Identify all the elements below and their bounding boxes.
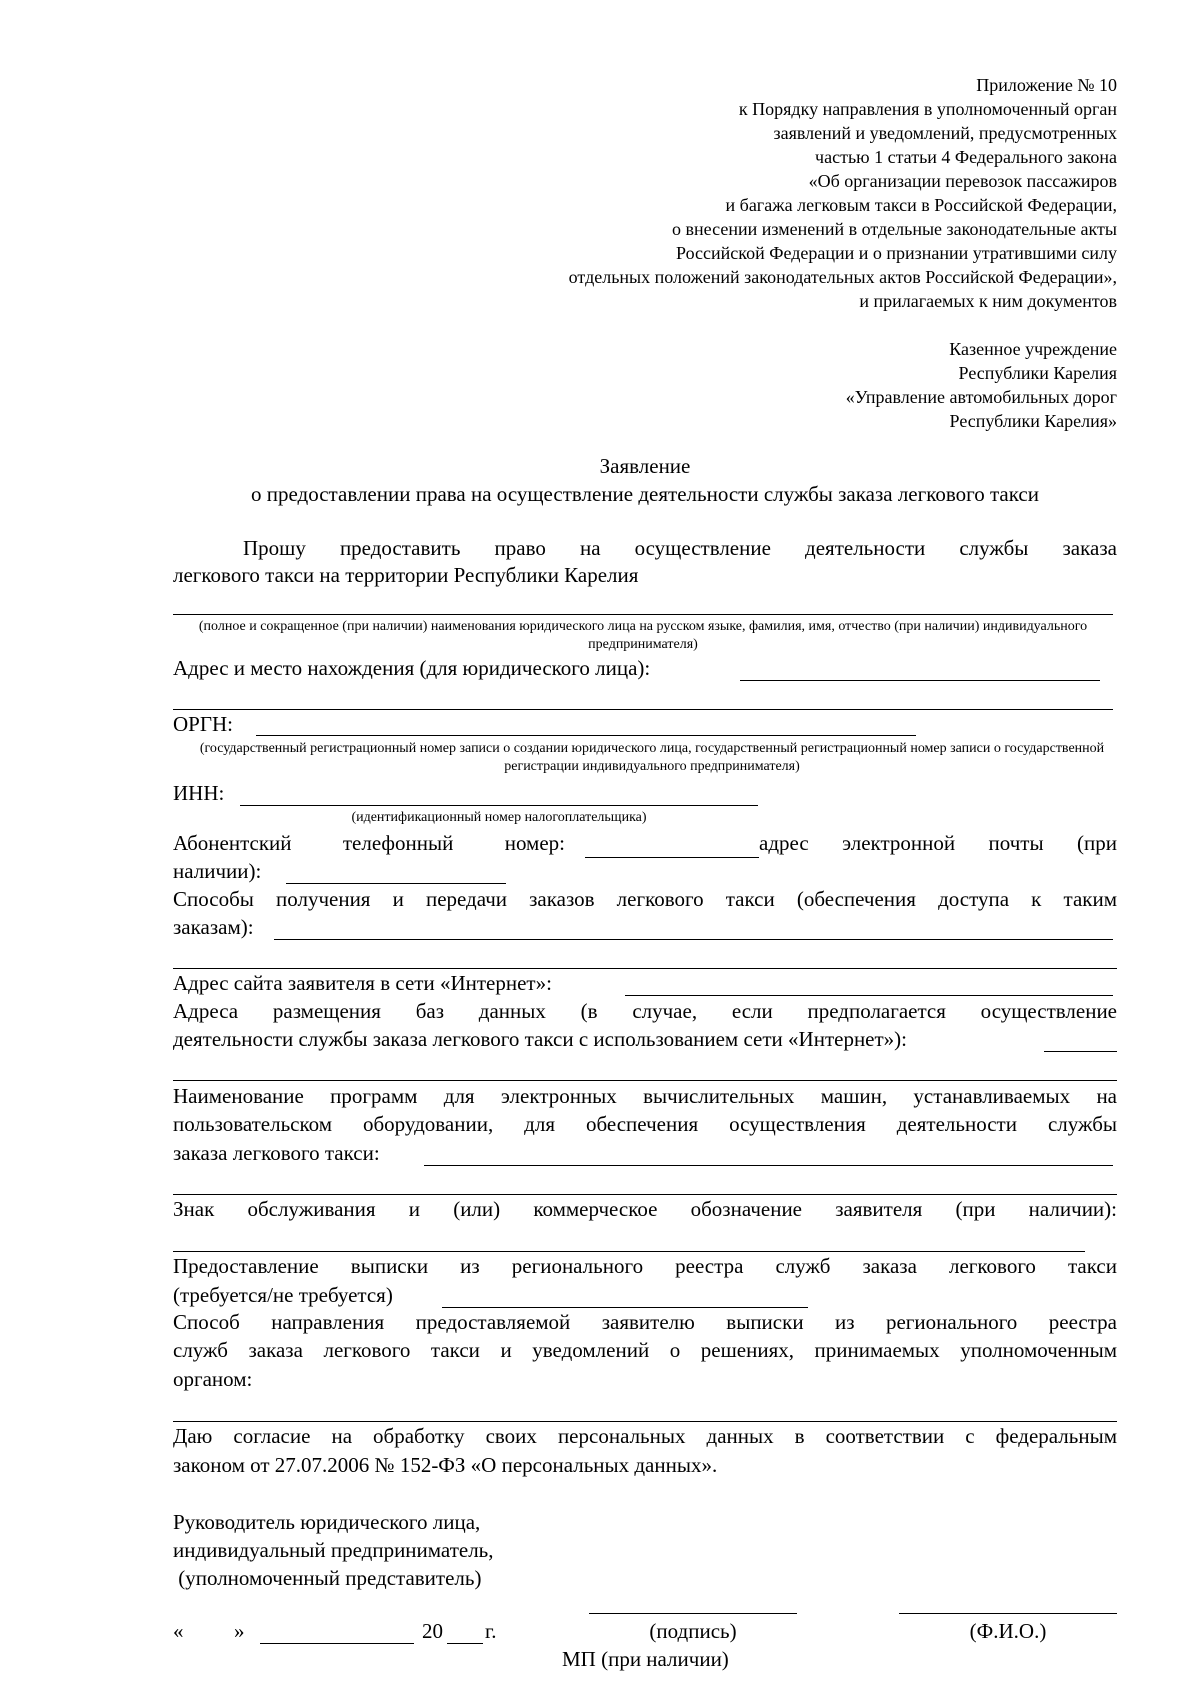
year-suffix: г.: [485, 1619, 497, 1643]
software-label: пользовательском оборудовании, для обеспечения осуществления деятельности службы: [173, 1112, 1117, 1136]
software-label: Наименование программ для электронных вычислительных машин, устанавливаемых на: [173, 1084, 1117, 1108]
intro-word: право: [494, 536, 546, 560]
databases-field-continuation[interactable]: [173, 1080, 1117, 1081]
ogrn-hint: (государственный регистрационный номер записи о создании юридического лица, государственный регистрационный номер записи о государственной регистрации индивидуального предпринимателя): [199, 741, 1105, 774]
intro-word: Прошу: [243, 536, 306, 560]
date-open-quote: «: [173, 1619, 184, 1643]
trademark-field[interactable]: [173, 1251, 1085, 1252]
signer-line: (уполномоченный представитель): [173, 1566, 482, 1590]
consent-text: законом от 27.07.2006 № 152-ФЗ «О персональных данных».: [173, 1453, 718, 1477]
ogrn-field[interactable]: [256, 735, 916, 736]
addressee-line: Казенное учреждение: [949, 339, 1117, 359]
extract-field[interactable]: [442, 1307, 808, 1308]
delivery-method-label: Способ направления предоставляемой заявителю выписки из регионального реестра: [173, 1310, 1117, 1334]
appendix-header-line: «Об организации перевозок пассажиров: [808, 171, 1117, 191]
phone-label-word: телефонный: [342, 831, 454, 855]
email-label-word: электронной: [842, 831, 956, 855]
databases-field[interactable]: [1044, 1051, 1117, 1052]
appendix-header-line: о внесении изменений в отдельные законодательные акты: [672, 219, 1117, 239]
signer-line: индивидуальный предприниматель,: [173, 1538, 494, 1562]
extract-label-continuation: (требуется/не требуется): [173, 1283, 393, 1307]
fio-label: (Ф.И.О.): [969, 1619, 1047, 1643]
intro-line: [243, 535, 1117, 562]
addressee-line: Республики Карелия: [958, 363, 1117, 383]
trademark-label: Знак обслуживания и (или) коммерческое обозначение заявителя (при наличии):: [173, 1197, 1117, 1221]
intro-word: службы: [959, 536, 1029, 560]
phone-label-word: Абонентский: [173, 831, 292, 855]
website-label: Адрес сайта заявителя в сети «Интернет»:: [173, 971, 552, 995]
inn-hint: (идентификационный номер налогоплательщика): [351, 810, 647, 825]
signature-label: (подпись): [649, 1619, 737, 1643]
software-field[interactable]: [424, 1165, 1113, 1166]
appendix-header-line: к Порядку направления в уполномоченный орган: [738, 99, 1117, 119]
email-label-word: адрес: [759, 831, 809, 855]
year-prefix: 20: [422, 1619, 443, 1643]
appendix-header-line: отдельных положений законодательных актов Российской Федерации»,: [568, 267, 1117, 287]
intro-word: предоставить: [339, 536, 461, 560]
delivery-method-label-continuation: органом:: [173, 1367, 253, 1391]
website-field[interactable]: [625, 995, 1113, 996]
address-field[interactable]: [740, 680, 1100, 681]
extract-label: Предоставление выписки из регионального реестра служб заказа легкового такси: [173, 1254, 1117, 1278]
applicant-name-hint: (полное и сокращенное (при наличии) наименования юридического лица на русском языке, фамилия, имя, отчество (при наличии) индивидуального предпринимателя): [198, 619, 1088, 652]
signature-field[interactable]: [589, 1613, 797, 1614]
databases-label-continuation: деятельности службы заказа легкового такси с использованием сети «Интернет»):: [173, 1027, 908, 1051]
address-field-continuation[interactable]: [173, 709, 1113, 710]
inn-field[interactable]: [240, 805, 758, 806]
inn-label: ИНН:: [173, 781, 225, 805]
ogrn-label: ОРГН:: [173, 712, 233, 736]
document-subtitle: о предоставлении права на осуществление деятельности службы заказа легкового такси: [251, 482, 1039, 506]
email-label-word: (при: [1077, 831, 1117, 855]
addressee-line: Республики Карелия»: [949, 411, 1117, 431]
address-label: Адрес и место нахождения (для юридического лица):: [173, 656, 651, 680]
phone-label-word: номер:: [504, 831, 565, 855]
appendix-header-line: частью 1 статьи 4 Федерального закона: [815, 147, 1117, 167]
intro-line: легкового такси на территории Республики Карелия: [173, 563, 639, 587]
intro-word: деятельности: [805, 536, 926, 560]
appendix-header-line: заявлений и уведомлений, предусмотренных: [773, 123, 1117, 143]
year-field[interactable]: [447, 1643, 483, 1644]
software-label-continuation: заказа легкового такси:: [173, 1141, 380, 1165]
applicant-name-field[interactable]: [173, 614, 1113, 615]
addressee-line: «Управление автомобильных дорог: [845, 387, 1117, 407]
email-label-word: почты: [988, 831, 1044, 855]
order-methods-field[interactable]: [274, 939, 1113, 940]
date-close-quote: »: [234, 1619, 245, 1643]
databases-label: Адреса размещения баз данных (в случае, если предполагается осуществление: [173, 999, 1117, 1023]
intro-word: на: [579, 536, 601, 560]
email-label-continuation: наличии):: [173, 859, 262, 883]
signer-line: Руководитель юридического лица,: [173, 1510, 481, 1534]
appendix-header-line: и прилагаемых к ним документов: [859, 291, 1117, 311]
stamp-label: МП (при наличии): [562, 1647, 729, 1671]
intro-word: осуществление: [634, 536, 771, 560]
appendix-header-line: Приложение № 10: [976, 75, 1117, 95]
fio-field[interactable]: [899, 1613, 1117, 1614]
appendix-header-line: Российской Федерации и о признании утратившими силу: [676, 243, 1117, 263]
appendix-header-line: и багажа легковым такси в Российской Федерации,: [725, 195, 1117, 215]
intro-word: заказа: [1062, 536, 1117, 560]
delivery-method-field[interactable]: [173, 1421, 1117, 1422]
email-field[interactable]: [286, 883, 506, 884]
delivery-method-label: служб заказа легкового такси и уведомлений о решениях, принимаемых уполномоченным: [173, 1338, 1117, 1362]
order-methods-label-continuation: заказам):: [173, 915, 254, 939]
document-title: Заявление: [599, 454, 691, 478]
phone-label: [173, 830, 565, 857]
order-methods-label: Способы получения и передачи заказов легкового такси (обеспечения доступа к таким: [173, 887, 1117, 911]
software-field-continuation[interactable]: [173, 1194, 1117, 1195]
consent-text: Даю согласие на обработку своих персональных данных в соответствии с федеральным: [173, 1424, 1117, 1448]
date-month-field[interactable]: [260, 1643, 414, 1644]
phone-field[interactable]: [585, 857, 759, 858]
email-label: [759, 830, 1117, 857]
